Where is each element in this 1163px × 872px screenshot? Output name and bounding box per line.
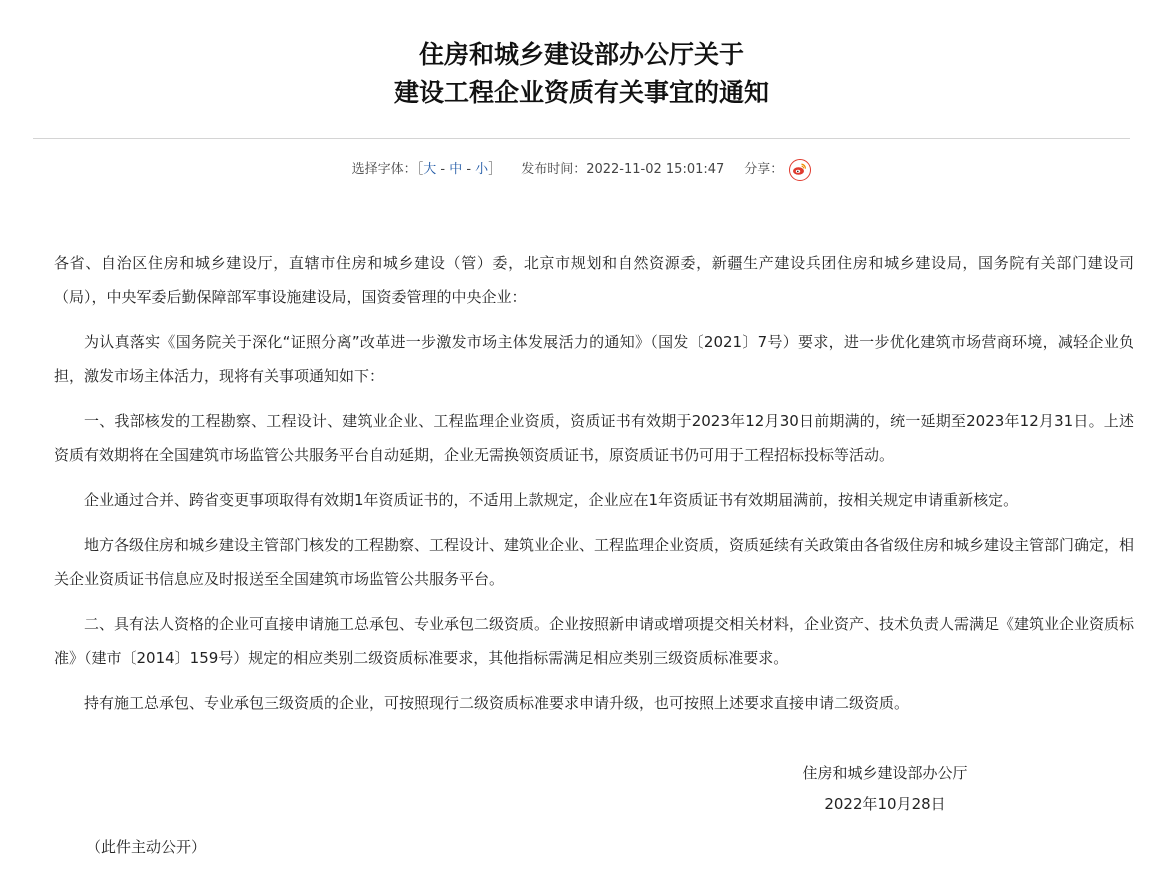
share-section <box>744 158 811 182</box>
article-meta-bar <box>0 158 1163 182</box>
salutation-paragraph: 各省、自治区住房和城乡建设厅，直辖市住房和城乡建设（管）委，北京市规划和自然资源委，新疆生产建设兵团住房和城乡建设局，国务院有关部门建设司（局），中央军委后勤保障部军事设施建设局，国资委管理的中央企业： <box>54 254 1134 306</box>
item-two-paragraph: 二、具有法人资格的企业可直接申请施工总承包、专业承包二级资质。企业按照新申请或增项提交相关材料，企业资产、技术负责人需满足《建筑业企业资质标准》（建市〔2014〕159号）规定的相应类别二级资质标准要求，其他指标需满足相应类别三级资质标准要求。 <box>54 615 1135 667</box>
merger-paragraph: 企业通过合并、跨省变更事项取得有效期1年资质证书的，不适用上款规定，企业应在1年资质证书有效期届满前，按相关规定申请重新核定。 <box>84 491 1019 509</box>
public-disclosure-note: （此件主动公开） <box>86 838 207 856</box>
title-line-2: 建设工程企业资质有关事宜的通知 <box>393 78 769 107</box>
font-size-selector <box>352 158 502 182</box>
share-label: 分享： <box>744 162 784 177</box>
title-line-1: 住房和城乡建设部办公厅关于 <box>418 40 744 69</box>
font-large-link[interactable]: 大 <box>423 162 437 177</box>
publish-time <box>521 158 724 182</box>
bracket-close: ］ <box>488 162 502 177</box>
font-separator: - <box>462 162 476 177</box>
font-small-link[interactable]: 小 <box>475 162 489 177</box>
publish-time-label: 发布时间： <box>521 162 587 177</box>
font-medium-link[interactable]: 中 <box>449 162 463 177</box>
intro-paragraph: 为认真落实《国务院关于深化“证照分离”改革进一步激发市场主体发展活力的通知》（国发〔2021〕7号）要求，进一步优化建筑市场营商环境，减轻企业负担，激发市场主体活力，现将有关事项通知如下： <box>54 333 1134 385</box>
title-divider <box>33 138 1130 139</box>
upgrade-paragraph: 持有施工总承包、专业承包三级资质的企业，可按照现行二级资质标准要求申请升级，也可按照上述要求直接申请二级资质。 <box>84 694 910 712</box>
signature-date: 2022年10月28日 <box>824 795 946 813</box>
page-title <box>0 36 1163 112</box>
bracket-open: ［ <box>416 162 424 177</box>
font-separator: - <box>436 162 450 177</box>
item-one-paragraph: 一、我部核发的工程勘察、工程设计、建筑业企业、工程监理企业资质，资质证书有效期于2023年12月30日前期满的，统一延期至2023年12月31日。上述资质有效期将在全国建筑市场监管公共服务平台自动延期，企业无需换领资质证书，原资质证书仍可用于工程招标投标等活动。 <box>54 412 1134 464</box>
local-authority-paragraph: 地方各级住房和城乡建设主管部门核发的工程勘察、工程设计、建筑业企业、工程监理企业资质，资质延续有关政策由各省级住房和城乡建设主管部门确定，相关企业资质证书信息应及时报送至全国建筑市场监管公共服务平台。 <box>54 536 1135 588</box>
weibo-icon[interactable] <box>789 159 811 181</box>
font-size-label: 选择字体： <box>351 162 417 177</box>
publish-time-value: 2022-11-02 15:01:47 <box>586 162 725 177</box>
signature-organization: 住房和城乡建设部办公厅 <box>802 764 968 782</box>
article-body <box>54 246 1134 731</box>
